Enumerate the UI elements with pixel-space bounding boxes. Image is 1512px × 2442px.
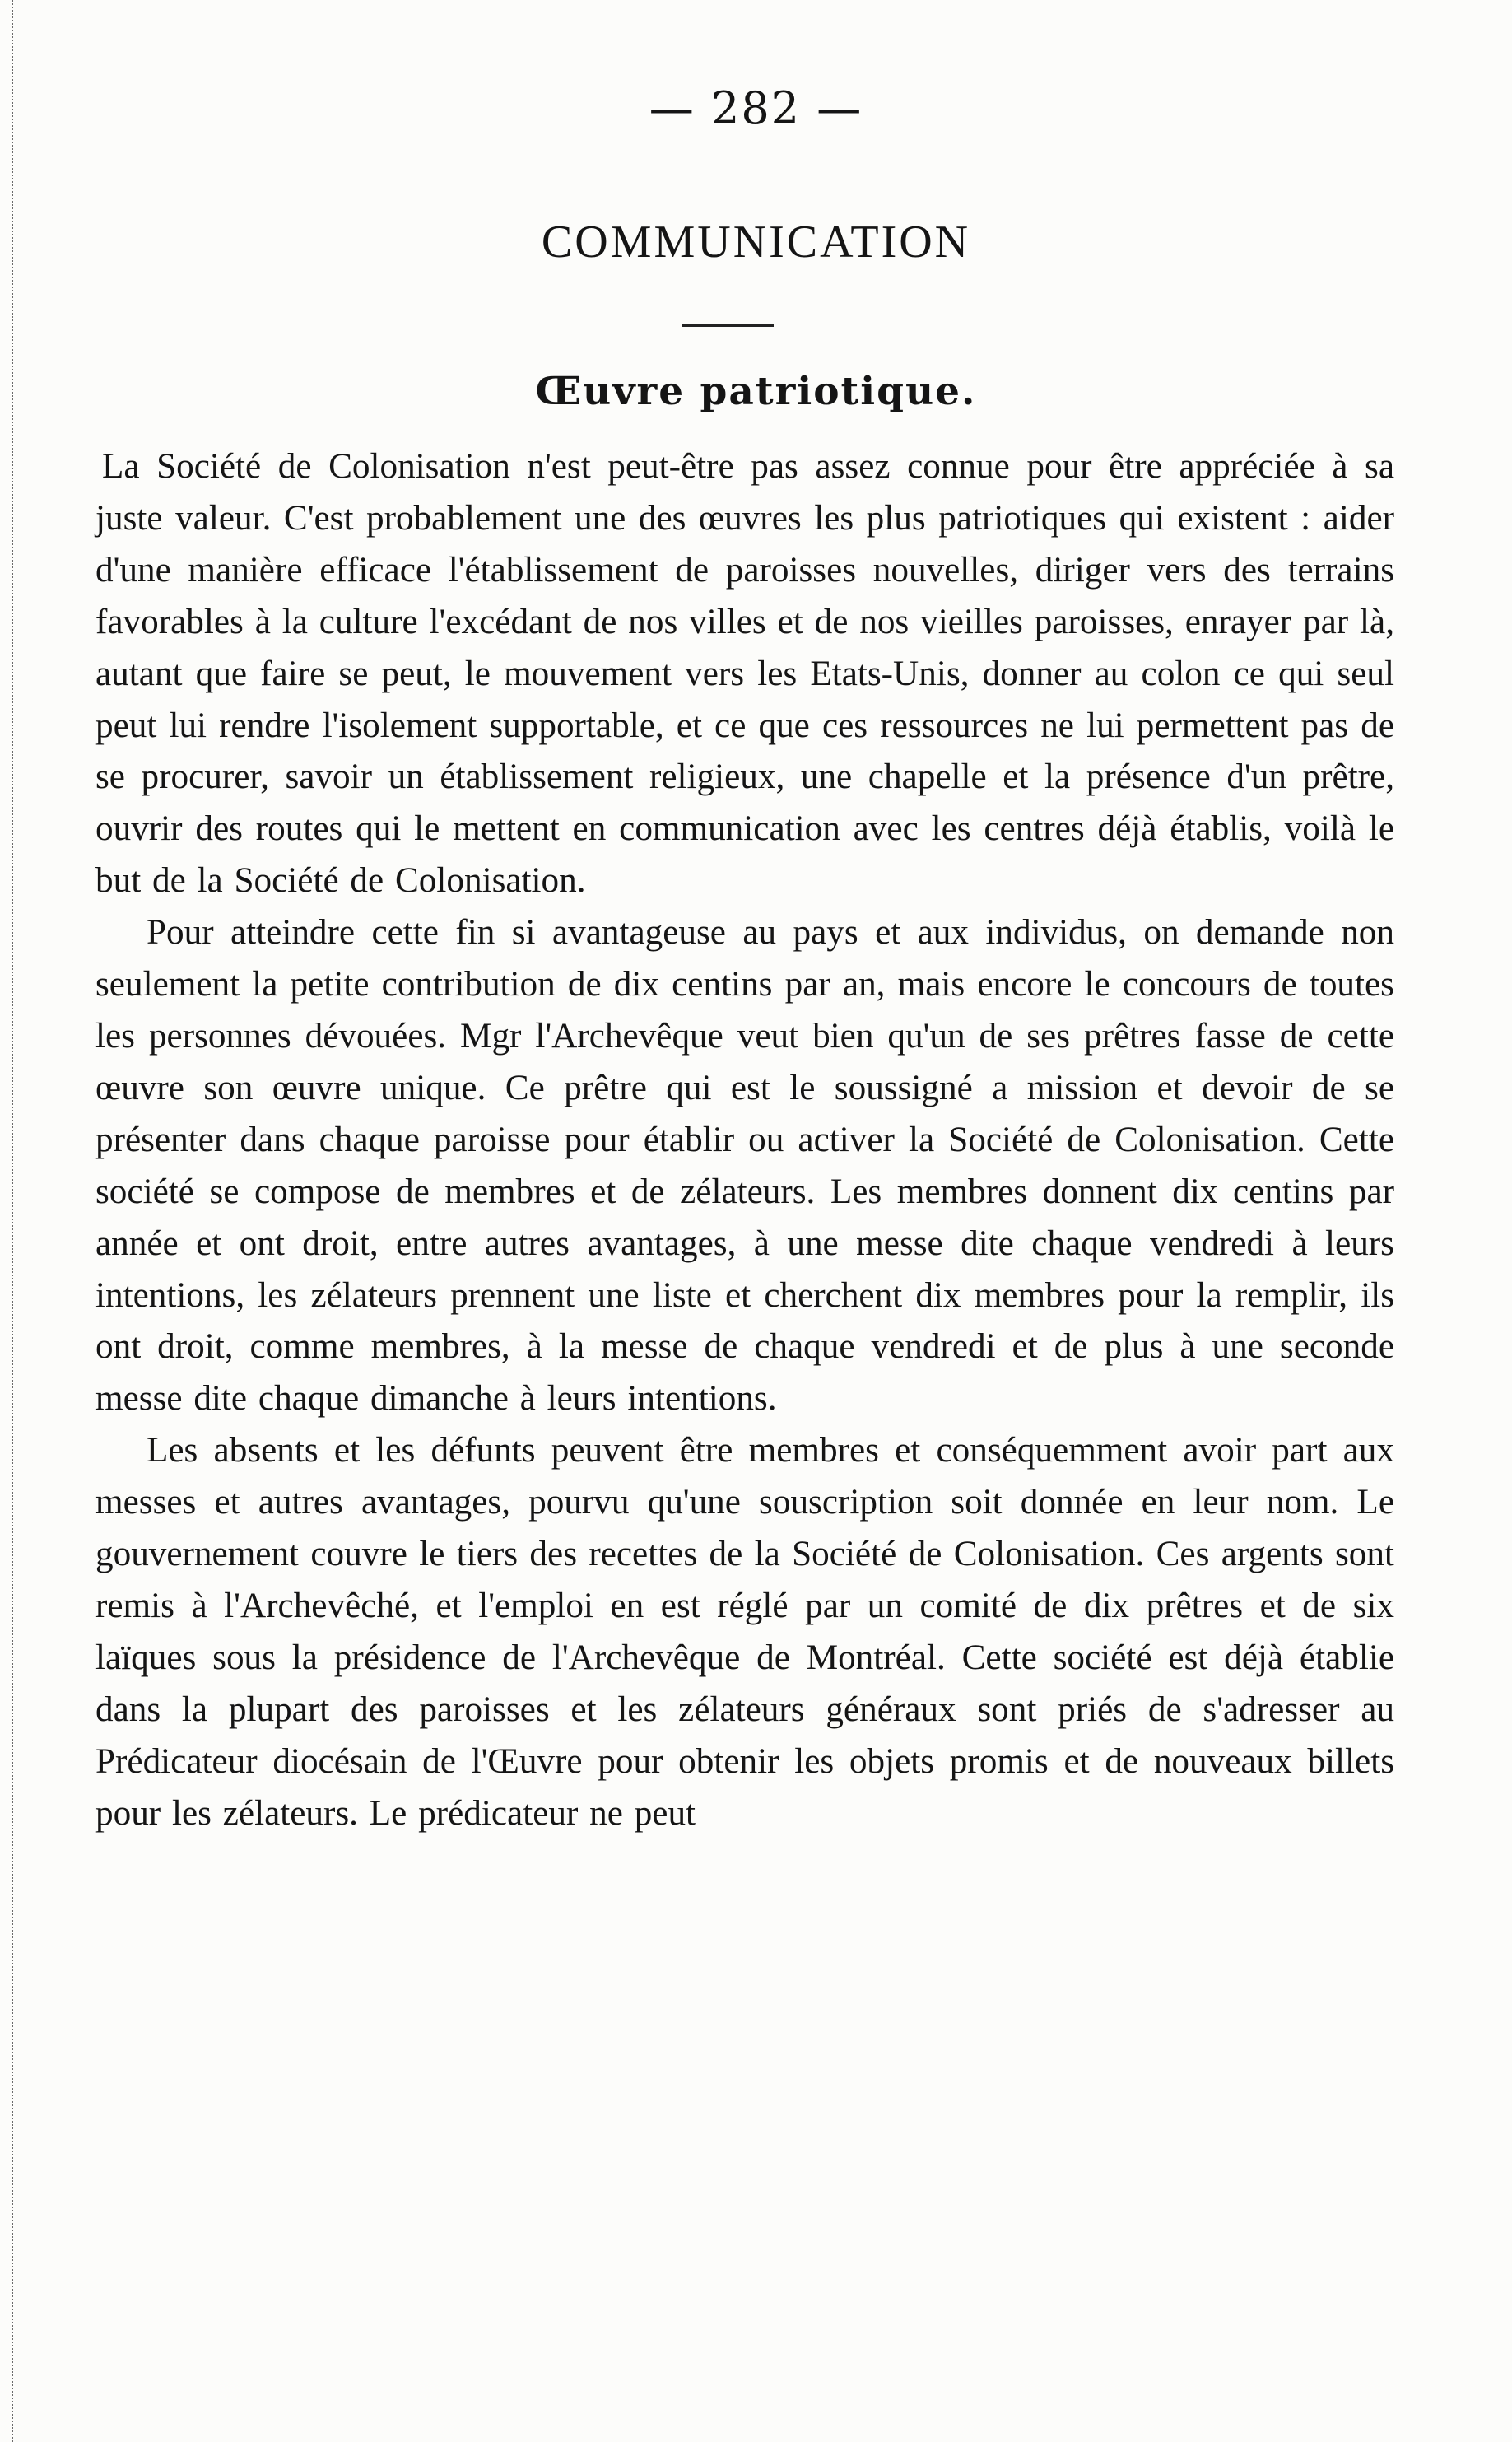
section-title: COMMUNICATION <box>541 217 971 268</box>
page-number: — 282 — <box>649 82 863 134</box>
paragraph: La Société de Colonisation n'est peut-être pas assez connue pour être appréciée à sa juste valeur. C'est probablement une des œuvres les plus patriotiques qui existent : aider d'une manière efficace l'établissement de paroisses nouvelles, diriger vers des terrains favorables à la culture l'excédant de nos villes et de nos vieilles paroisses, enrayer par là, autant que faire se peut, le mouvement vers les Etats-Unis, donner au colon ce qui seul peut lui rendre l'isolement supportable, et ce que ces ressources ne lui permettent pas de se procurer, savoir un établissement religieux, une chapelle et la présence d'un prêtre, ouvrir des routes qui le mettent en communication avec les centres déjà établis, voilà le but de la Société de Colonisation. <box>95 447 1394 901</box>
paragraph: Les absents et les défunts peuvent être membres et conséquemment avoir part aux messes et autres avantages, pourvu qu'une souscription soit donnée en leur nom. Le gouvernement couvre le tiers des recettes de la Société de Colonisation. Ces argents sont remis à l'Archevêché, et l'emploi en est réglé par un comité de dix prêtres et de six laïques sous la présidence de l'Archevêque de Montréal. Cette société est déjà établie dans la plupart des paroisses et les zélateurs généraux sont priés de s'adresser au Prédicateur diocésain de l'Œuvre pour obtenir les objets promis et de nouveaux billets pour les zélateurs. Le prédicateur ne peut <box>95 1431 1394 1833</box>
title-rule <box>682 324 774 327</box>
paragraph: Pour atteindre cette fin si avantageuse au pays et aux individus, on demande non seulement la petite contribution de dix centins par an, mais encore le concours de toutes les personnes dévouées. Mgr l'Archevêque veut bien qu'un de ses prêtres fasse de cette œuvre son œuvre unique. Ce prêtre qui est le soussigné a mission et devoir de se présenter dans chaque paroisse pour établir ou activer la Société de Colonisation. Cette société se compose de membres et de zélateurs. Les membres donnent dix centins par année et ont droit, entre autres avantages, à une messe dite chaque vendredi à leurs intentions, les zélateurs prennent une liste et cherchent dix membres pour la remplir, ils ont droit, comme membres, à la messe de chaque vendredi et de plus à une seconde messe dite chaque dimanche à leurs intentions. <box>95 913 1394 1419</box>
article-subtitle: Œuvre patriotique. <box>535 369 977 414</box>
article-body <box>95 441 1394 1839</box>
page-binding-edge <box>0 0 13 2442</box>
